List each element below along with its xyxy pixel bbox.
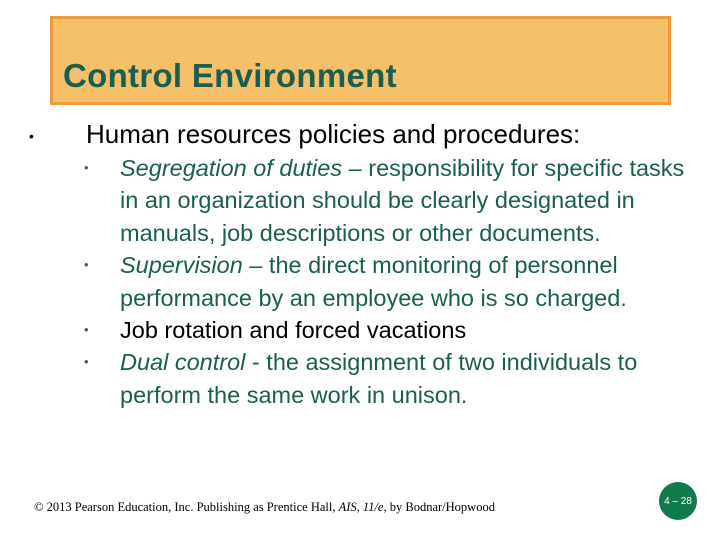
bullet-dot-icon: • xyxy=(84,322,89,338)
main-bullet-text: Human resources policies and procedures: xyxy=(86,119,581,149)
bullet-dot-icon: • xyxy=(29,128,34,144)
term-description: – responsibility for specific tasks in an organization should be clearly designated in manuals, job descriptions or other documents. xyxy=(120,155,685,246)
slide-title: Control Environment xyxy=(63,57,397,94)
page-number-badge xyxy=(659,482,697,520)
footer-suffix: , by Bodnar/Hopwood xyxy=(383,500,495,514)
copyright-footer xyxy=(34,500,495,515)
page-number: 4 – 28 xyxy=(664,495,692,507)
bullet-dot-icon: • xyxy=(84,257,89,273)
sub-bullet-list xyxy=(84,152,694,411)
bullet-dot-icon: • xyxy=(84,160,89,175)
term-label: Supervision xyxy=(120,252,243,279)
term-label: Dual control xyxy=(120,349,246,376)
footer-book-title: AIS, 11/e xyxy=(338,500,384,514)
sub-bullet-job-rotation xyxy=(84,314,694,346)
footer-prefix: © 2013 Pearson Education, Inc. Publishing as Prentice Hall, xyxy=(34,500,339,514)
sub-bullet-supervision xyxy=(84,249,694,314)
term-description: – the direct monitoring of personnel performance by an employee who is so charged. xyxy=(120,252,627,311)
term-label: Segregation of duties xyxy=(120,155,343,181)
term-description: Job rotation and forced vacations xyxy=(120,317,467,344)
title-banner xyxy=(50,16,671,105)
sub-bullet-segregation xyxy=(84,152,694,249)
term-description: - the assignment of two individuals to perform the same work in unison. xyxy=(120,349,638,408)
bullet-dot-icon: • xyxy=(84,354,89,370)
sub-bullet-dual-control xyxy=(84,346,694,411)
